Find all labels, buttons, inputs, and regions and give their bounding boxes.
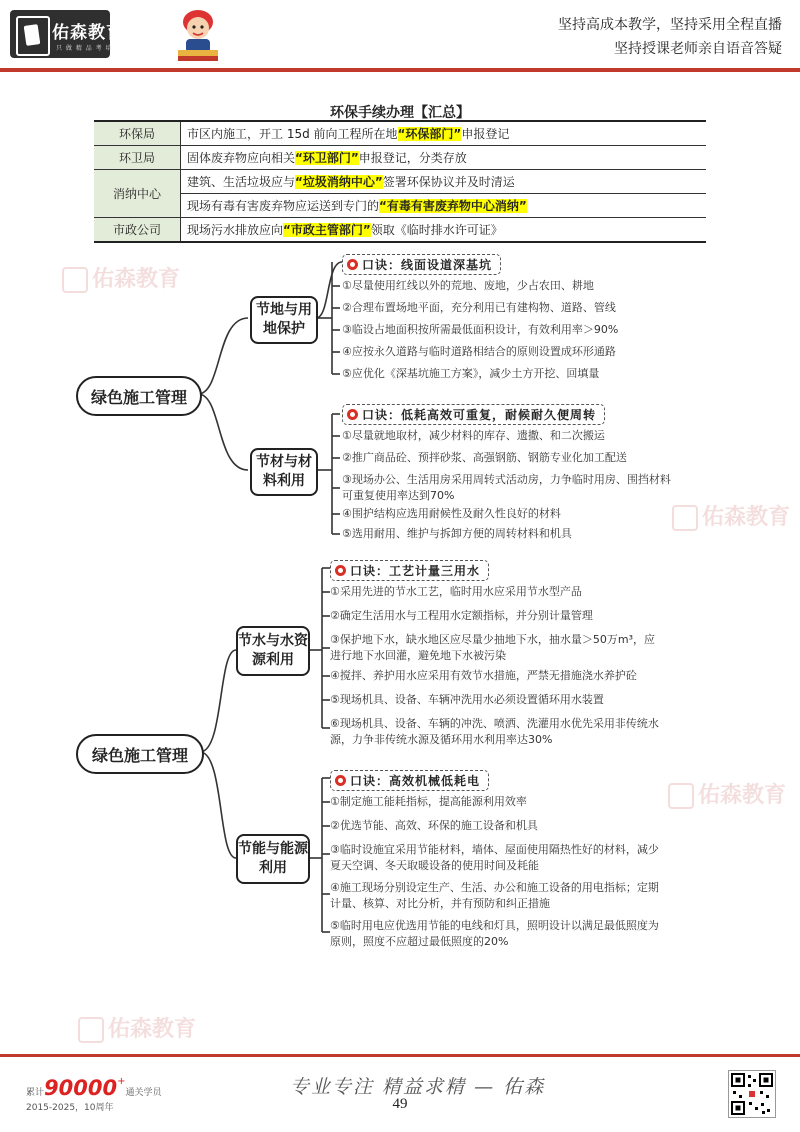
list-item: ①尽量使用红线以外的荒地、废地，少占农田、耕地: [342, 279, 594, 292]
slogan-line-2: 坚持授课老师亲自语音答疑: [614, 41, 782, 57]
list-item: ②合理布置场地平面，充分利用已有建构物、道路、管线: [342, 301, 616, 314]
list-item: ②优选节能、高效、环保的施工设备和机具: [330, 819, 538, 832]
list-item: ⑤应优化《深基坑施工方案》，减少土方开挖、回填量: [342, 367, 600, 380]
org-cell: 市政公司: [94, 218, 181, 243]
list-item: ①采用先进的节水工艺，临时用水应采用节水型产品: [330, 585, 582, 598]
list-item: ⑥现场机具、设备、车辆的冲洗、喷洒、洗灌用水优先采用非传统水源，力争非传统水源及循环用水利用率达30%: [330, 717, 659, 746]
list-item: ⑤临时用电应优选用节能的电线和灯具，照明设计以满足最低照度为原则，照度不应超过最低照度的20%: [330, 919, 659, 948]
content-cell: 建筑、生活垃圾应与“垃圾消纳中心”签署环保协议并及时清运: [181, 170, 707, 194]
list-item: ④施工现场分别设定生产、生活、办公和施工设备的用电指标；定期计量、核算、对比分析，并有预防和纠正措施: [330, 881, 659, 910]
list-item: ③临时设施宜采用节能材料，墙体、屋面使用隔热性好的材料，减少夏天空调、冬天取暖设备的使用时间及耗能: [330, 843, 659, 872]
list-item: ⑤现场机具、设备、车辆冲洗用水必须设置循环用水装置: [330, 693, 604, 706]
list-item: ①尽量就地取材，减少材料的库存、遗撒、和二次搬运: [342, 429, 605, 442]
list-item: ①制定施工能耗指标，提高能源利用效率: [330, 795, 527, 808]
mnemonic-material: 口诀：低耗高效可重复，耐候耐久便周转: [342, 404, 605, 425]
brand-tagline: 只 做 精 品 考 培: [56, 45, 113, 52]
qr-code-icon: [728, 1070, 776, 1118]
mnemonic-bullet-icon: [347, 409, 358, 420]
list-item: ②推广商品砼、预拌砂浆、高强钢筋、钢筋专业化加工配送: [342, 451, 627, 464]
watermark: 佑森教育: [78, 1012, 196, 1043]
branch-energy-saving: 节能与能源利用: [236, 834, 310, 884]
student-count: 累计90000+通关学员: [26, 1076, 162, 1100]
anniversary-years: 2015-2025，10周年: [26, 1103, 114, 1113]
list-item: ③保护地下水，缺水地区应尽量少抽地下水，抽水量＞50万m³，应进行地下水回灌，避免地下水被污染: [330, 633, 655, 662]
branch-land-saving: 节地与用地保护: [250, 296, 318, 344]
slogan-line-1: 坚持高成本教学，坚持采用全程直播: [558, 17, 782, 33]
mnemonic-bullet-icon: [335, 775, 346, 786]
list-item: ④围护结构应选用耐候性及耐久性良好的材料: [342, 507, 561, 520]
mnemonic-land: 口诀：线面设道深基坑: [342, 254, 501, 275]
brand-name: 佑森教育: [52, 23, 124, 43]
org-cell: 环保局: [94, 121, 181, 146]
list-item: ④搅拌、养护用水应采用有效节水措施，严禁无措施浇水养护砼: [330, 669, 637, 682]
org-cell: 环卫局: [94, 146, 181, 170]
org-cell: 消纳中心: [94, 170, 181, 218]
watermark: 佑森教育: [668, 778, 786, 809]
content-cell: 现场有毒有害废弃物应运送到专门的“有毒有害废弃物中心消纳”: [181, 194, 707, 218]
list-item: ②确定生活用水与工程用水定额指标，并分别计量管理: [330, 609, 593, 622]
content-cell: 固体废弃物应向相关“环卫部门”申报登记，分类存放: [181, 146, 707, 170]
mnemonic-energy: 口诀：高效机械低耗电: [330, 770, 489, 791]
list-item: ③现场办公、生活用房采用周转式活动房，力争临时用房、围挡材料可重复使用率达到70%: [342, 473, 671, 502]
content-cell: 市区内施工，开工 15d 前向工程所在地“环保部门”申报登记: [181, 121, 707, 146]
handwritten-motto: 专业专注 精益求精 — 佑森: [290, 1076, 546, 1098]
branch-water-saving: 节水与水资源利用: [236, 626, 310, 676]
footer-divider: [0, 1054, 800, 1057]
watermark: 佑森教育: [672, 500, 790, 531]
mnemonic-bullet-icon: [335, 565, 346, 576]
mindmap-2-root: 绿色施工管理: [76, 734, 204, 774]
list-item: ④应按永久道路与临时道路相结合的原则设置成环形通路: [342, 345, 616, 358]
branch-material-saving: 节材与材料利用: [250, 448, 318, 496]
content-cell: 现场污水排放应向“市政主管部门”领取《临时排水许可证》: [181, 218, 707, 243]
mindmap-1-root: 绿色施工管理: [76, 376, 202, 416]
watermark: 佑森教育: [62, 262, 180, 293]
mnemonic-bullet-icon: [347, 259, 358, 270]
mnemonic-water: 口诀：工艺计量三用水: [330, 560, 489, 581]
list-item: ⑤选用耐用、维护与拆卸方便的周转材料和机具: [342, 527, 572, 540]
list-item: ③临设占地面积按所需最低面积设计，有效利用率＞90%: [342, 323, 619, 336]
page-number: 49: [392, 1096, 408, 1112]
table-title: 环保手续办理【汇总】: [330, 105, 470, 121]
